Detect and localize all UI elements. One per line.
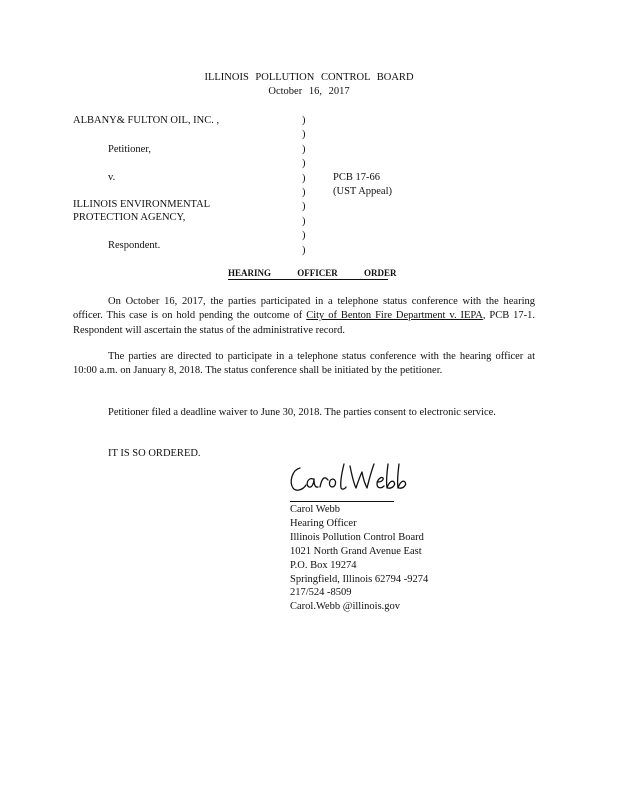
respondent-role: Respondent.	[108, 240, 161, 251]
paragraph-1-text: On October 16, 2017, the parties participated in a telephone status conference with the hearing officer. This case is on hold pending the outcome of	[73, 296, 535, 322]
case-citation-link[interactable]: City of Benton Fire Department v. IEPA	[306, 310, 483, 322]
signer-organization: Illinois Pollution Control Board	[290, 531, 424, 543]
petitioner-name: ALBANY& FULTON OIL, INC. ,	[73, 115, 220, 126]
paragraph-1	[73, 295, 535, 338]
signer-email[interactable]: Carol.Webb @illinois.gov	[290, 601, 401, 613]
paragraph-3: Petitioner filed a deadline waiver to June 30, 2018. The parties consent to electronic service.	[108, 407, 496, 418]
signer-name: Carol Webb	[290, 504, 340, 515]
case-number: PCB 17-66	[333, 172, 380, 183]
signer-street: 1021 North Grand Avenue East	[290, 545, 422, 557]
respondent-name-line1: ILLINOIS ENVIRONMENTAL	[73, 199, 211, 210]
signer-title: Hearing Officer	[290, 517, 357, 529]
caption-parentheses: ) ) ) ) ) ) ) ) ) )	[302, 115, 306, 256]
signer-phone: 217/524 -8509	[290, 587, 352, 599]
signature-block	[290, 503, 428, 614]
board-name: ILLINOIS POLLUTION CONTROL BOARD	[204, 72, 414, 83]
paragraph-2: The parties are directed to participate in a telephone status conference with the hearing officer at 10:00 a.m. on January 8, 2018. The status conference shall be initiated by the petitioner.	[73, 351, 535, 377]
signer-po-box: P.O. Box 19274	[290, 559, 357, 571]
so-ordered: IT IS SO ORDERED.	[108, 448, 201, 459]
signer-city: Springfield, Illinois 62794 -9274	[290, 573, 429, 585]
versus: v.	[108, 172, 116, 183]
order-title: HEARING OFFICER ORDER	[228, 268, 397, 278]
order-date: October 16, 2017	[268, 86, 350, 97]
handwritten-signature	[286, 458, 416, 498]
respondent-name-line2: PROTECTION AGENCY,	[73, 212, 186, 223]
signature-line	[290, 501, 394, 502]
paragraph-1-text-end: , PCB 17-1. Respondent will ascertain the status of the administrative record.	[73, 310, 536, 336]
petitioner-role: Petitioner,	[108, 144, 152, 155]
case-type: (UST Appeal)	[333, 186, 393, 197]
